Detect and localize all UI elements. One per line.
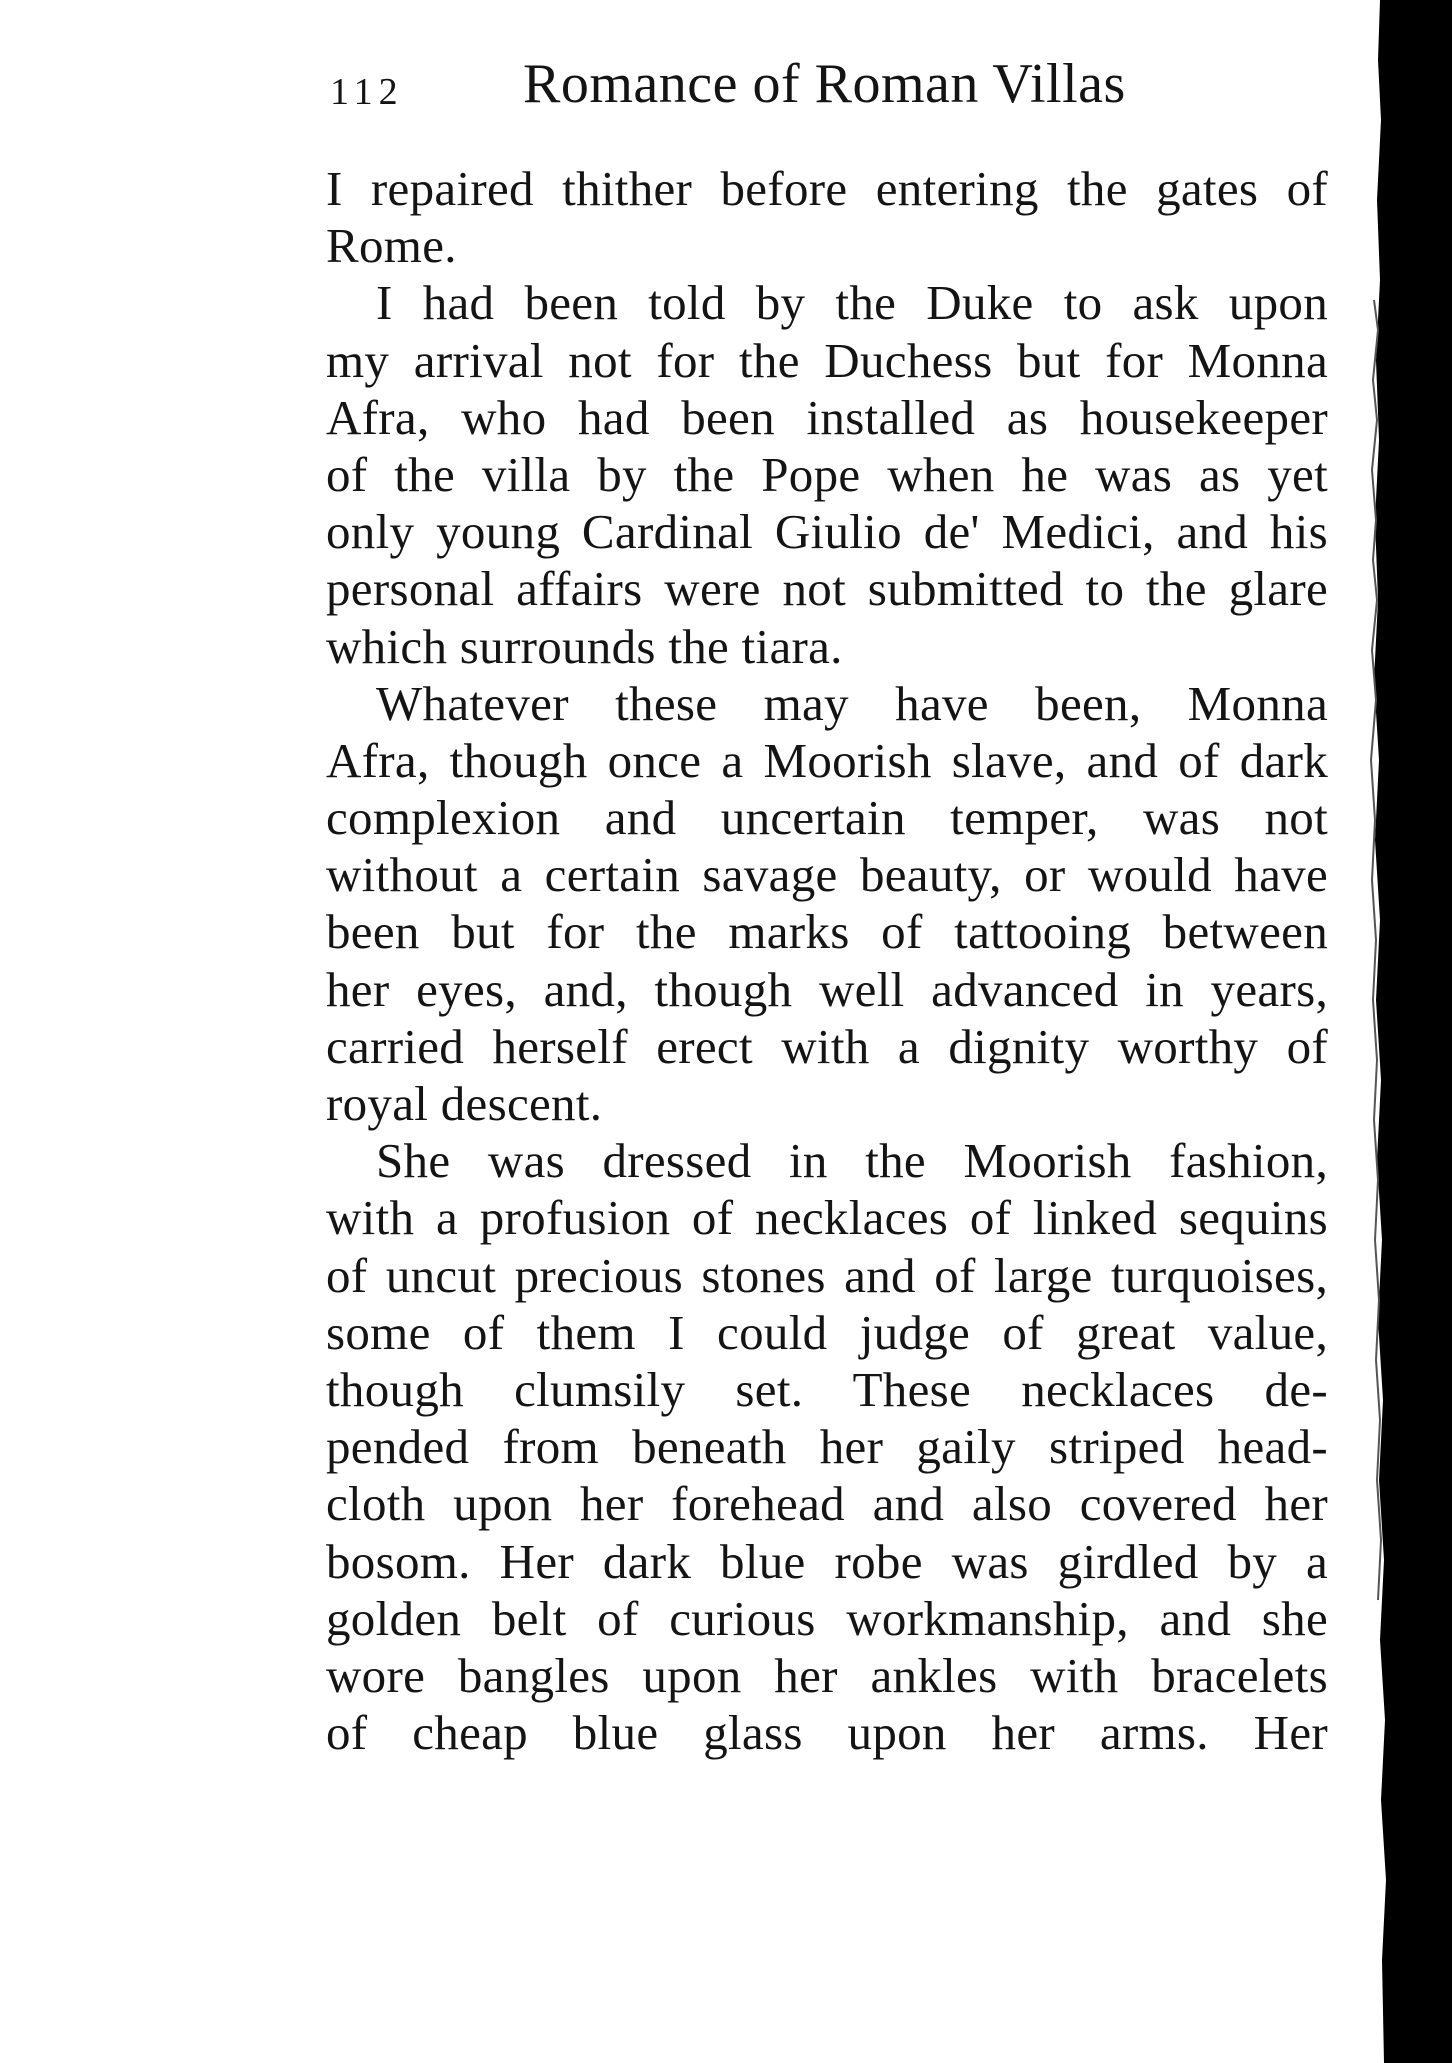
text-line: She was dressed in the Moorish fashion, [376, 1133, 1328, 1189]
text-line: which surrounds the tiara. [326, 618, 843, 674]
text-line: cloth upon her forehead and also covered her [326, 1476, 1328, 1532]
text-line: personal affairs were not submitted to the glare [326, 561, 1328, 617]
page-number: 112 [330, 71, 404, 113]
text-line: been but for the marks of tattooing between [326, 904, 1328, 960]
running-title: Romance of Roman Villas [523, 53, 1126, 115]
text-line: I repaired thither before entering the gates of [326, 161, 1328, 216]
text-line: with a profusion of necklaces of linked sequins [326, 1190, 1328, 1246]
running-header [330, 52, 1330, 122]
text-line: only young Cardinal Giulio de' Medici, and his [326, 504, 1328, 560]
text-line: some of them I could judge of great value, [326, 1304, 1328, 1360]
text-line: though clumsily set. These necklaces de- [326, 1361, 1328, 1417]
text-line: her eyes, and, though well advanced in years, [326, 961, 1328, 1017]
text-line: carried herself erect with a dignity worthy of [326, 1018, 1328, 1074]
text-line: Afra, who had been installed as housekeeper [326, 389, 1328, 445]
scan-edge-shadow [1366, 0, 1452, 2063]
text-line: golden belt of curious workmanship, and she [326, 1590, 1328, 1646]
text-line: wore bangles upon her ankles with bracelets [326, 1647, 1328, 1703]
text-line: Rome. [326, 218, 457, 274]
text-line: without a certain savage beauty, or would have [326, 847, 1328, 903]
text-line: my arrival not for the Duchess but for Monna [326, 332, 1328, 388]
text-line: pended from beneath her gaily striped head- [326, 1419, 1328, 1475]
body-text [326, 160, 1328, 1761]
text-line: Afra, though once a Moorish slave, and of dark [326, 732, 1328, 788]
text-line: I had been told by the Duke to ask upon [376, 275, 1328, 331]
text-line: complexion and uncertain temper, was not [326, 790, 1328, 846]
text-line: bosom. Her dark blue robe was girdled by a [326, 1533, 1328, 1589]
text-line: of uncut precious stones and of large turquoises, [326, 1247, 1328, 1303]
text-line: of the villa by the Pope when he was as yet [326, 446, 1328, 502]
text-line: Whatever these may have been, Monna [376, 675, 1328, 731]
text-line: royal descent. [326, 1076, 603, 1131]
text-line: of cheap blue glass upon her arms. Her [326, 1705, 1328, 1761]
